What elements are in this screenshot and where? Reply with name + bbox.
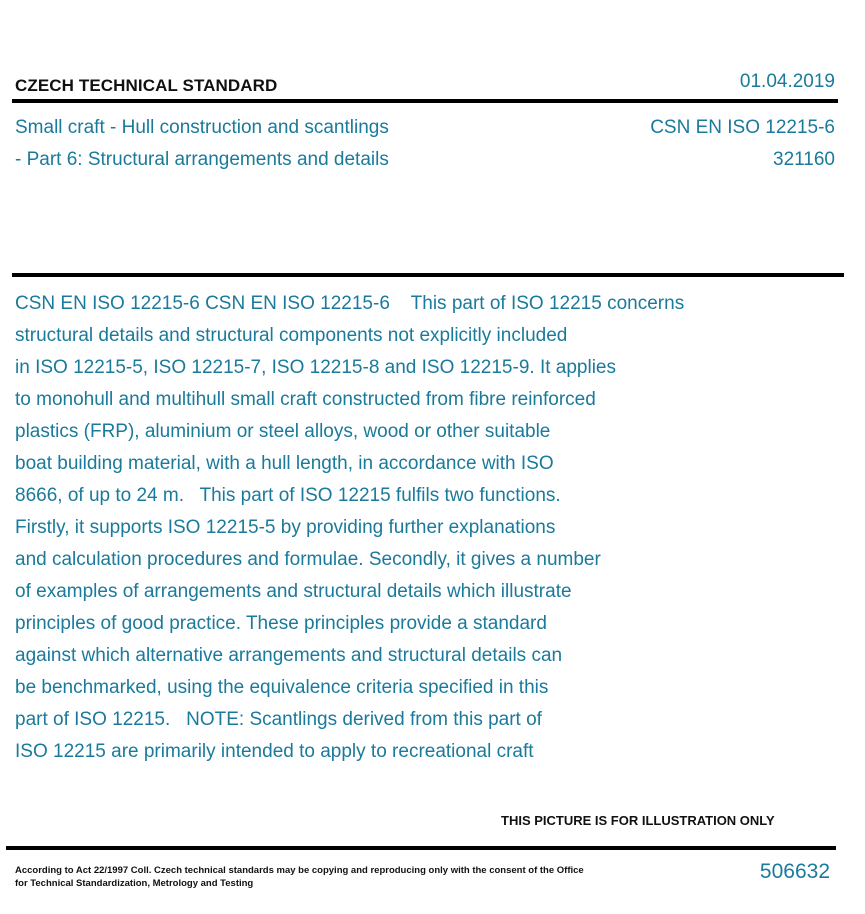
standard-date: 01.04.2019 [739,71,835,92]
header-divider [12,99,838,103]
footer-document-number: 506632 [759,860,830,883]
abstract-line: boat building material, with a hull length, in accordance with ISO [15,453,554,474]
document-title-line-2: - Part 6: Structural arrangements and details [15,149,389,170]
abstract-line: of examples of arrangements and structural details which illustrate [15,581,572,602]
footer-legal-note [15,865,584,890]
document-class-number: 321160 [773,149,835,170]
document-code: CSN EN ISO 12215-6 [650,117,835,138]
abstract-line: part of ISO 12215. NOTE: Scantlings derived from this part of [15,709,542,730]
illustration-note: THIS PICTURE IS FOR ILLUSTRATION ONLY [501,813,775,828]
abstract-line: Firstly, it supports ISO 12215-5 by providing further explanations [15,517,556,538]
title-divider [12,273,844,277]
document-title-line-1: Small craft - Hull construction and scantlings [15,117,389,138]
abstract-line: in ISO 12215-5, ISO 12215-7, ISO 12215-8 and ISO 12215-9. It applies [15,357,616,378]
abstract-line: against which alternative arrangements and structural details can [15,645,563,666]
footer-legal-line-2: for Technical Standardization, Metrology and Testing [15,877,254,889]
abstract-line: 8666, of up to 24 m. This part of ISO 12215 fulfils two functions. [15,485,561,506]
abstract-line: principles of good practice. These principles provide a standard [15,613,547,634]
abstract-line: and calculation procedures and formulae. Secondly, it gives a number [15,549,601,570]
abstract-line: plastics (FRP), aluminium or steel alloys, wood or other suitable [15,421,551,442]
abstract-line: ISO 12215 are primarily intended to apply to recreational craft [15,741,534,762]
abstract-text [15,288,835,768]
abstract-line: to monohull and multihull small craft constructed from fibre reinforced [15,389,596,410]
standard-type-label: CZECH TECHNICAL STANDARD [15,76,278,95]
abstract-line: be benchmarked, using the equivalence criteria specified in this [15,677,549,698]
abstract-line: structural details and structural components not explicitly included [15,325,568,346]
abstract-line: CSN EN ISO 12215-6 CSN EN ISO 12215-6 This part of ISO 12215 concerns [15,293,685,314]
footer-legal-line-1: According to Act 22/1997 Coll. Czech technical standards may be copying and reproducing only with the consent of the Office [15,865,584,876]
footer-divider [6,846,836,850]
